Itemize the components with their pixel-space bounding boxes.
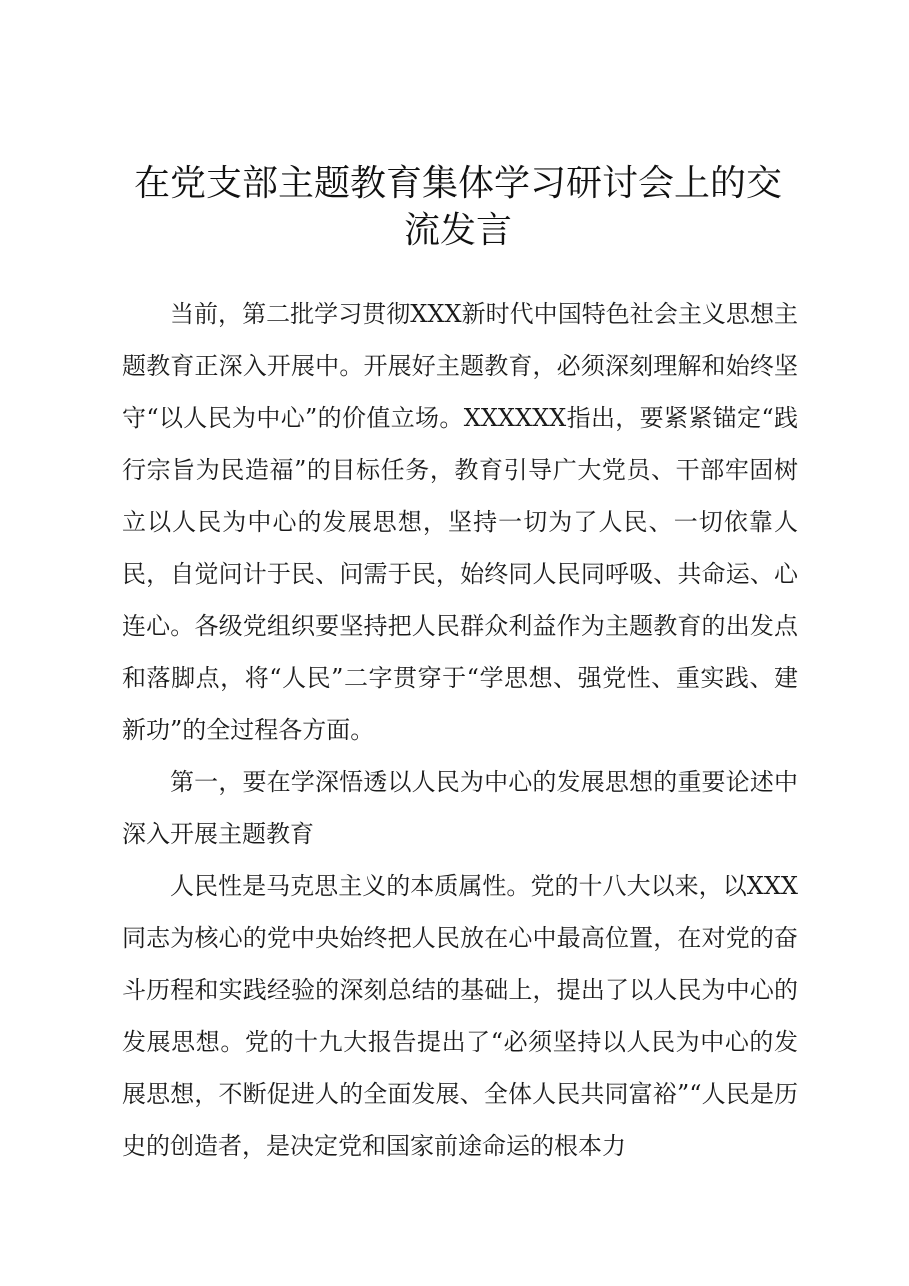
document-title: 在党支部主题教育集体学习研讨会上的交流发言 [133,163,782,251]
document-body [122,288,798,1172]
paragraph-section-heading: 第一，要在学深悟透以人民为中心的发展思想的重要论述中深入开展主题教育 [122,768,798,848]
paragraph-people-nature: 人民性是马克思主义的本质属性。党的十八大以来，以XXX同志为核心的党中央始终把人民放在心中最高位置，在对党的奋斗历程和实践经验的深刻总结的基础上，提出了以人民为中心的发展思想。党的十九大报告提出了“必须坚持以人民为中心的发展思想，不断促进人的全面发展、全体人民共同富裕”“人民是历史的创造者，是决定党和国家前途命运的根本力 [122,872,798,1160]
paragraph-intro: 当前，第二批学习贯彻XXX新时代中国特色社会主义思想主题教育正深入开展中。开展好主题教育，必须深刻理解和始终坚守“以人民为中心”的价值立场。XXXXXX指出，要紧紧锚定“践行宗旨为民造福”的目标任务，教育引导广大党员、干部牢固树立以人民为中心的发展思想，坚持一切为了人民、一切依靠人民，自觉问计于民、问需于民，始终同人民同呼吸、共命运、心连心。各级党组织要坚持把人民群众利益作为主题教育的出发点和落脚点，将“人民”二字贯穿于“学思想、强党性、重实践、建新功”的全过程各方面。 [122,300,798,744]
